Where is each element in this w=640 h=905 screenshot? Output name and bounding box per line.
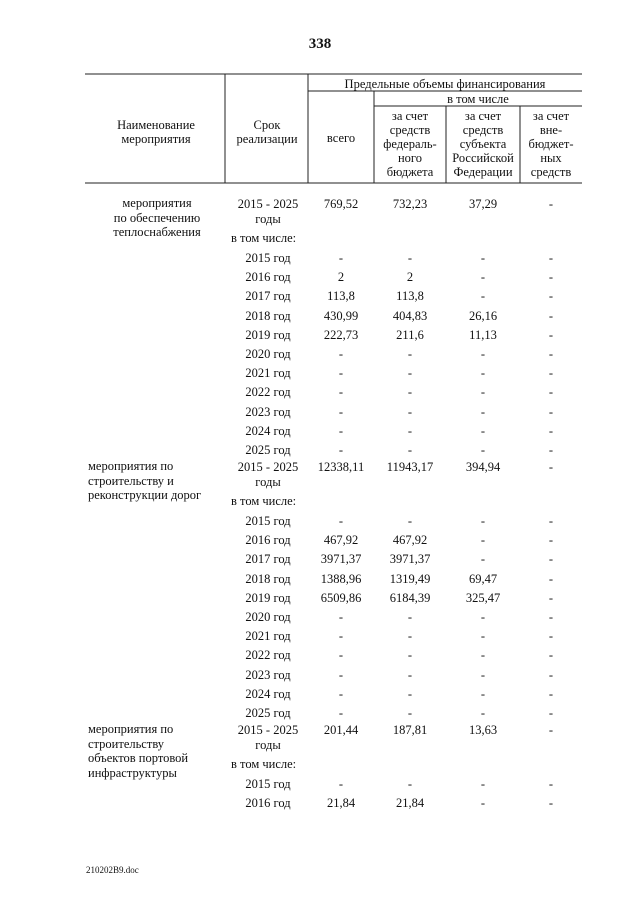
year-extrabudget: - [548, 251, 554, 265]
year-subject: - [480, 552, 486, 567]
year-extrabudget: - [548, 385, 554, 400]
year-federal: - [407, 366, 413, 381]
year-label: 2019 год [245, 327, 291, 342]
header-extrabudget-line: вне- [539, 123, 563, 137]
header-limits: Предельные объемы финансирования [344, 77, 546, 91]
year-total: 467,92 [323, 533, 359, 548]
section-subject: 394,94 [465, 460, 501, 474]
header-extrabudget-line: бюджет- [528, 137, 574, 151]
section-name-line: строительству [88, 736, 165, 751]
header-subject-line: субъекта [459, 137, 507, 151]
year-label: 2016 год [245, 533, 291, 548]
year-subject: - [480, 347, 486, 361]
year-extrabudget: - [548, 629, 554, 644]
year-extrabudget: - [548, 443, 554, 457]
header-term [226, 118, 308, 146]
header-subject-line: за счет [464, 109, 502, 123]
page-number: 338 [308, 36, 332, 52]
year-label: 2016 год [245, 796, 291, 811]
section-name-line: теплоснабжения [113, 225, 201, 239]
section-extrabudget: - [548, 723, 554, 737]
year-subject: 325,47 [465, 590, 501, 605]
year-federal: - [407, 777, 413, 791]
year-extrabudget: - [548, 289, 554, 304]
year-label: 2015 год [245, 251, 291, 265]
section-name-line: мероприятия [122, 196, 192, 210]
header-extrabudget-line: ных [540, 151, 562, 165]
year-subject: - [480, 270, 486, 285]
header-term-line1: Срок [253, 118, 281, 132]
year-total: - [338, 347, 344, 361]
section-name-line: строительству и [88, 473, 174, 488]
section-total: 12338,11 [317, 460, 365, 474]
header-term-line2: реализации [236, 132, 298, 146]
year-federal: - [407, 514, 413, 528]
year-federal: - [407, 706, 413, 720]
header-extrabudget-line: средств [530, 165, 572, 179]
year-federal: - [407, 686, 413, 701]
year-total: - [338, 385, 344, 400]
year-extrabudget: - [548, 366, 554, 381]
year-subject: - [480, 385, 486, 400]
header-federal-line: средств [389, 123, 431, 137]
header-extrabudget-line: за счет [532, 109, 570, 123]
header-including: в том числе [447, 92, 509, 106]
year-federal: - [407, 251, 413, 265]
section-including-label: в том числе: [231, 757, 297, 771]
year-subject: - [480, 706, 486, 720]
year-subject: - [480, 366, 486, 381]
header-federal [374, 109, 446, 179]
section-including-label: в том числе: [231, 494, 297, 508]
year-subject: - [480, 686, 486, 701]
year-extrabudget: - [548, 777, 554, 791]
year-subject: 11,13 [469, 327, 497, 342]
year-federal: 6184,39 [389, 590, 431, 605]
year-extrabudget: - [548, 347, 554, 361]
year-federal: 21,84 [395, 796, 425, 811]
year-label: 2018 год [245, 571, 291, 586]
section-period: 2015 - 2025 [237, 460, 299, 474]
year-federal: 113,8 [396, 289, 424, 304]
section-period: 2015 - 2025 [237, 197, 299, 211]
year-federal: - [407, 443, 413, 457]
header-federal-line: за счет [391, 109, 429, 123]
section-name-line: инфраструктуры [88, 765, 177, 780]
year-federal: - [407, 629, 413, 644]
year-total: - [338, 251, 344, 265]
header-subject-line: средств [462, 123, 504, 137]
header-subject-line: Федерации [453, 165, 513, 179]
year-total: 6509,86 [320, 590, 362, 605]
year-total: - [338, 777, 344, 791]
footer-filename: 210202B9.doc [86, 865, 139, 875]
year-label: 2021 год [245, 629, 291, 644]
year-label: 2024 год [245, 686, 291, 701]
year-total: 222,73 [323, 327, 359, 342]
section-including-label: в том числе: [231, 231, 297, 245]
year-total: - [338, 366, 344, 381]
year-total: - [338, 706, 344, 720]
year-federal: 404,83 [392, 308, 428, 323]
year-federal: - [407, 347, 413, 361]
section-name-line: мероприятия по [88, 459, 174, 473]
year-label: 2022 год [245, 385, 291, 400]
year-label: 2018 год [245, 308, 291, 323]
year-subject: 69,47 [468, 571, 498, 586]
section-subject: 37,29 [468, 197, 498, 211]
year-label: 2022 год [245, 648, 291, 663]
year-total: - [338, 686, 344, 701]
year-total: - [338, 610, 344, 624]
year-subject: - [480, 777, 486, 791]
section-subject: 13,63 [468, 723, 498, 737]
year-subject: - [480, 423, 486, 438]
section-federal: 11943,17 [386, 460, 434, 474]
year-federal: 211,6 [396, 327, 424, 342]
year-label: 2021 год [245, 366, 291, 381]
year-extrabudget: - [548, 796, 554, 811]
year-total: 113,8 [327, 289, 355, 304]
section-total: 201,44 [323, 723, 359, 737]
year-total: - [338, 423, 344, 438]
year-extrabudget: - [548, 667, 554, 682]
year-extrabudget: - [548, 423, 554, 438]
section-period-unit: годы [255, 475, 281, 489]
year-total: 1388,96 [320, 571, 362, 586]
year-federal: 2 [406, 270, 414, 285]
year-total: - [338, 667, 344, 682]
section-federal: 187,81 [392, 723, 428, 737]
header-subject [446, 109, 520, 179]
header-name [88, 118, 224, 146]
section-name-line: по обеспечению [113, 210, 201, 225]
year-extrabudget: - [548, 706, 554, 720]
year-total: - [338, 629, 344, 644]
year-total: 2 [337, 270, 345, 285]
year-subject: - [480, 796, 486, 811]
year-label: 2023 год [245, 667, 291, 682]
year-extrabudget: - [548, 533, 554, 548]
year-subject: - [480, 443, 486, 457]
year-total: - [338, 648, 344, 663]
year-federal: - [407, 404, 413, 419]
year-total: 21,84 [326, 796, 356, 811]
year-label: 2025 год [245, 443, 291, 457]
year-total: - [338, 404, 344, 419]
year-federal: 3971,37 [389, 552, 431, 567]
year-label: 2020 год [245, 610, 291, 624]
year-extrabudget: - [548, 590, 554, 605]
year-subject: - [480, 533, 486, 548]
header-federal-line: федераль- [383, 137, 437, 151]
year-extrabudget: - [548, 404, 554, 419]
year-federal: 467,92 [392, 533, 428, 548]
year-extrabudget: - [548, 308, 554, 323]
section-period-unit: годы [255, 212, 281, 226]
header-total: всего [326, 131, 356, 145]
year-label: 2017 год [245, 289, 291, 304]
header-federal-line: бюджета [386, 165, 434, 179]
year-label: 2023 год [245, 404, 291, 419]
year-subject: - [480, 289, 486, 304]
year-label: 2019 год [245, 590, 291, 605]
year-total: - [338, 443, 344, 457]
year-extrabudget: - [548, 571, 554, 586]
header-name-line2: мероприятия [121, 132, 191, 146]
header-federal-line: ного [397, 151, 422, 165]
section-extrabudget: - [548, 460, 554, 474]
section-name-line: мероприятия по [88, 722, 174, 736]
year-subject: - [480, 648, 486, 663]
year-extrabudget: - [548, 270, 554, 285]
year-subject: - [480, 251, 486, 265]
year-total: 3971,37 [320, 552, 362, 567]
section-period-unit: годы [255, 738, 281, 752]
header-name-line1: Наименование [117, 118, 195, 132]
year-extrabudget: - [548, 648, 554, 663]
year-federal: - [407, 610, 413, 624]
year-extrabudget: - [548, 610, 554, 624]
year-federal: - [407, 385, 413, 400]
year-subject: - [480, 514, 486, 528]
year-federal: - [407, 648, 413, 663]
year-total: - [338, 514, 344, 528]
year-extrabudget: - [548, 552, 554, 567]
year-subject: 26,16 [468, 308, 498, 323]
section-name-line: объектов портовой [88, 751, 189, 765]
year-label: 2017 год [245, 552, 291, 567]
year-label: 2025 год [245, 706, 291, 720]
year-subject: - [480, 667, 486, 682]
section-federal: 732,23 [392, 197, 428, 211]
year-federal: - [407, 667, 413, 682]
year-subject: - [480, 404, 486, 419]
section-name-line: реконструкции дорог [88, 488, 202, 502]
year-label: 2020 год [245, 347, 291, 361]
year-extrabudget: - [548, 514, 554, 528]
section-total: 769,52 [323, 197, 359, 211]
year-label: 2015 год [245, 514, 291, 528]
year-federal: - [407, 423, 413, 438]
year-total: 430,99 [323, 308, 359, 323]
header-extrabudget [520, 109, 582, 179]
section-period: 2015 - 2025 [237, 723, 299, 737]
year-extrabudget: - [548, 686, 554, 701]
year-federal: 1319,49 [389, 571, 431, 586]
year-extrabudget: - [548, 327, 554, 342]
year-label: 2024 год [245, 423, 291, 438]
year-subject: - [480, 610, 486, 624]
header-subject-line: Российской [452, 151, 514, 165]
year-subject: - [480, 629, 486, 644]
year-label: 2015 год [245, 777, 291, 791]
section-extrabudget: - [548, 197, 554, 211]
year-label: 2016 год [245, 270, 291, 285]
